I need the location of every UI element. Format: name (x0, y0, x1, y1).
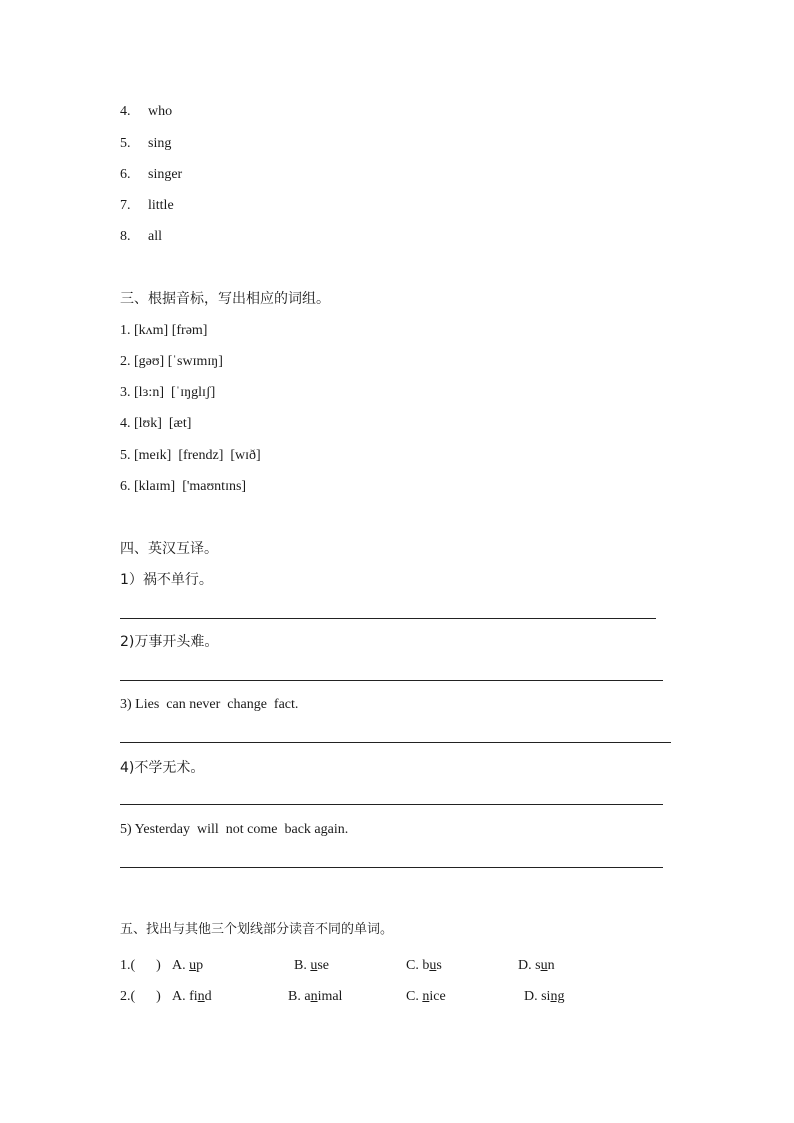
option-c[interactable]: C. bus (406, 958, 442, 973)
phonetic-item: 4. [lʊk] [æt] (120, 416, 192, 431)
word: singer (148, 167, 183, 182)
answer-line[interactable] (120, 742, 671, 743)
section-4-title: 四、英汉互译。 (120, 541, 218, 557)
list-item: 8. all (120, 229, 162, 244)
answer-line[interactable] (120, 618, 656, 619)
word: little (148, 198, 174, 213)
translation-prompt: 5) Yesterday will not come back again. (120, 822, 349, 837)
option-a[interactable]: A. up (172, 958, 204, 973)
answer-line[interactable] (120, 867, 663, 868)
translation-prompt: 4)不学无术。 (120, 760, 205, 776)
question-number[interactable]: 1.( ) (120, 958, 161, 973)
option-d[interactable]: D. sun (518, 958, 555, 973)
translation-prompt: 2)万事开头难。 (120, 634, 219, 650)
option-b[interactable]: B. animal (288, 989, 343, 1004)
section-3-title: 三、根据音标，写出相应的词组。 (120, 291, 330, 307)
answer-line[interactable] (120, 680, 663, 681)
option-d[interactable]: D. sing (524, 989, 565, 1004)
list-item: 6. singer (120, 167, 183, 182)
option-c[interactable]: C. nice (406, 989, 446, 1004)
option-a[interactable]: A. find (172, 989, 212, 1004)
word: all (148, 229, 162, 244)
phonetic-item: 3. [lɜ:n] [ˈɪŋglɪʃ] (120, 385, 216, 400)
option-b[interactable]: B. use (294, 958, 330, 973)
phonetic-item: 1. [kʌm] [frəm] (120, 323, 208, 338)
translation-prompt: 3) Lies can never change fact. (120, 697, 299, 712)
list-item: 7. little (120, 198, 174, 213)
word: who (148, 104, 173, 119)
phonetic-item: 6. [klaɪm] ['maʊntɪns] (120, 479, 247, 494)
word: sing (148, 136, 172, 151)
list-item: 4. who (120, 104, 173, 119)
phonetic-item: 5. [meɪk] [frendz] [wɪð] (120, 448, 261, 463)
question-number[interactable]: 2.( ) (120, 989, 161, 1004)
list-item: 5. sing (120, 136, 172, 151)
section-5-title: 五、找出与其他三个划线部分读音不同的单词。 (120, 922, 394, 937)
answer-line[interactable] (120, 804, 663, 805)
translation-prompt: 1）祸不单行。 (120, 572, 213, 588)
phonetic-item: 2. [gəʊ] [ˈswɪmɪŋ] (120, 354, 223, 369)
